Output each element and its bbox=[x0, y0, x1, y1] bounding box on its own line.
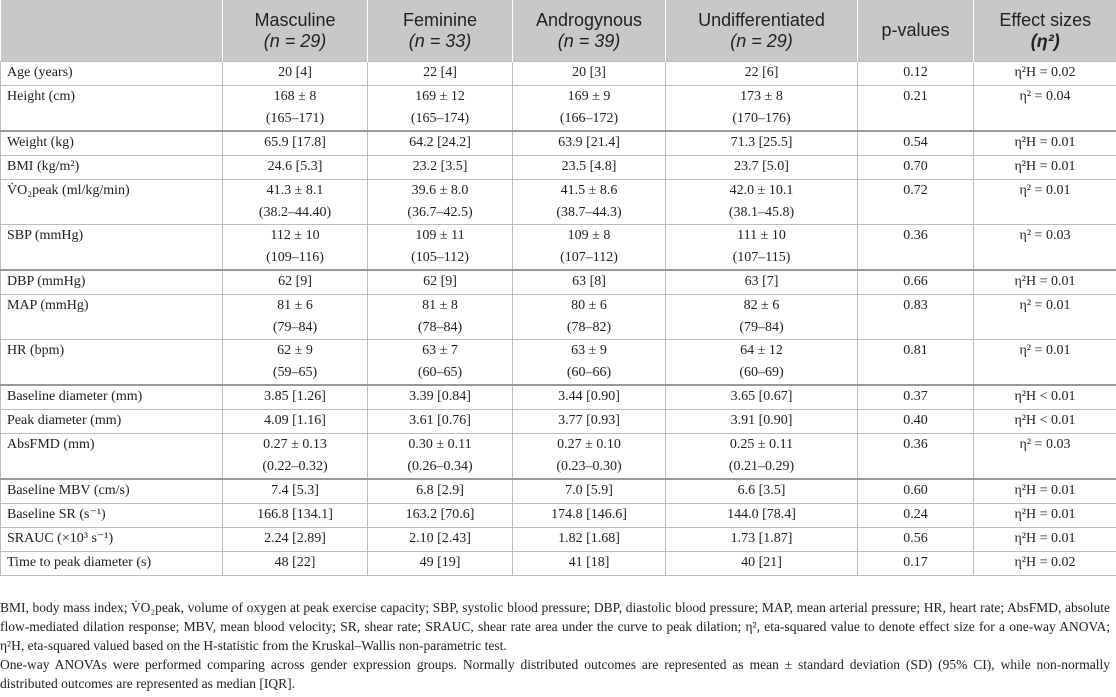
cell-value: 49 [19] bbox=[419, 555, 461, 570]
cell-value: 111 ± 10 bbox=[737, 228, 786, 243]
table-row bbox=[1, 86, 1116, 132]
cell-value: 0.54 bbox=[903, 135, 928, 150]
row-label bbox=[1, 225, 223, 271]
cell-ci: (166–172) bbox=[559, 111, 619, 126]
cell-ci: (60–66) bbox=[566, 365, 612, 380]
table-cell bbox=[666, 479, 858, 504]
cell-value: 0.24 bbox=[903, 507, 928, 522]
table-cell bbox=[368, 295, 513, 340]
row-label-text: Time to peak diameter (s) bbox=[7, 555, 152, 570]
header-masculine bbox=[223, 0, 368, 62]
cell-value: η²H = 0.02 bbox=[1014, 65, 1076, 80]
cell-value: 0.27 ± 0.13 bbox=[263, 437, 327, 452]
table-cell bbox=[368, 385, 513, 410]
cell-value: 0.70 bbox=[903, 159, 928, 174]
table-cell bbox=[368, 270, 513, 295]
cell-value: 3.85 [1.26] bbox=[264, 389, 326, 404]
cell-value: 0.56 bbox=[903, 531, 928, 546]
table-cell bbox=[368, 410, 513, 434]
cell-value: 41.3 ± 8.1 bbox=[266, 183, 324, 198]
header-undifferentiated-n: (n = 29) bbox=[730, 30, 793, 51]
table-cell bbox=[858, 270, 974, 295]
table-cell bbox=[368, 340, 513, 386]
table-footnotes bbox=[0, 598, 1110, 693]
cell-value: 0.12 bbox=[903, 65, 928, 80]
header-variable bbox=[1, 0, 223, 62]
cell-value: η² = 0.01 bbox=[1019, 183, 1071, 198]
cell-value: 109 ± 8 bbox=[567, 228, 611, 243]
table-row bbox=[1, 479, 1116, 504]
table-cell bbox=[666, 131, 858, 156]
table-cell bbox=[858, 295, 974, 340]
cell-ci: (165–171) bbox=[265, 111, 325, 126]
table-cell bbox=[223, 479, 368, 504]
cell-value: 63 [8] bbox=[572, 274, 606, 289]
row-label bbox=[1, 340, 223, 386]
table-cell bbox=[223, 385, 368, 410]
table-cell bbox=[858, 225, 974, 271]
table-cell bbox=[858, 434, 974, 480]
table-cell bbox=[368, 225, 513, 271]
table-cell bbox=[223, 434, 368, 480]
cell-value: η² = 0.04 bbox=[1019, 89, 1071, 104]
cell-ci: (0.23–0.30) bbox=[556, 459, 622, 474]
header-effect-sizes-label: Effect sizes bbox=[999, 9, 1092, 30]
row-label bbox=[1, 385, 223, 410]
cell-value: 64 ± 12 bbox=[740, 343, 783, 358]
table-cell bbox=[666, 504, 858, 528]
row-label bbox=[1, 295, 223, 340]
header-androgynous-n: (n = 39) bbox=[557, 30, 621, 51]
table-cell bbox=[513, 552, 666, 576]
table-row bbox=[1, 552, 1116, 576]
table-cell bbox=[223, 528, 368, 552]
cell-value: η² = 0.01 bbox=[1019, 343, 1071, 358]
table-cell bbox=[513, 156, 666, 180]
footnote-abbreviations: BMI, body mass index; V̇O₂peak, volume of oxygen at peak exercise capacity; SBP, systolic blood pressure; DBP, diastolic blood pressure; MAP, mean arterial pressure; HR, heart rate; AbsFMD, absolute flow-mediated dilation response; MBV, mean blood velocity; SR, shear rate; SRAUC, shear rate area under the curve to peak dilation; η², eta-squared value to denote effect size for a one-way ANOVA; η²H, eta-squared valued based on the H-statistic from the Kruskal–Wallis non-parametric test. bbox=[0, 600, 1110, 653]
cell-value: 80 ± 6 bbox=[571, 298, 607, 313]
cell-value: 3.65 [0.67] bbox=[730, 389, 793, 404]
row-label bbox=[1, 270, 223, 295]
row-label-text: Height (cm) bbox=[7, 89, 76, 104]
table-cell bbox=[858, 410, 974, 434]
row-label-text: HR (bpm) bbox=[7, 343, 65, 358]
table-cell bbox=[513, 225, 666, 271]
cell-ci: (170–176) bbox=[732, 111, 791, 126]
table-cell bbox=[666, 552, 858, 576]
table-cell bbox=[513, 410, 666, 434]
cell-ci: (107–112) bbox=[560, 250, 618, 265]
table-cell bbox=[858, 552, 974, 576]
cell-value: η²H = 0.01 bbox=[1014, 135, 1076, 150]
table-row bbox=[1, 270, 1116, 295]
table-row bbox=[1, 131, 1116, 156]
cell-value: 1.82 [1.68] bbox=[558, 531, 620, 546]
table-cell bbox=[513, 479, 666, 504]
table-cell bbox=[368, 479, 513, 504]
cell-value: 0.37 bbox=[903, 389, 928, 404]
table-cell bbox=[858, 385, 974, 410]
table-cell bbox=[974, 385, 1116, 410]
cell-value: 0.81 bbox=[903, 343, 928, 358]
cell-value: 41 [18] bbox=[568, 555, 610, 570]
table-cell bbox=[666, 385, 858, 410]
table-cell bbox=[513, 340, 666, 386]
table-row bbox=[1, 180, 1116, 225]
row-label-text: AbsFMD (mm) bbox=[7, 437, 95, 452]
table-cell bbox=[666, 410, 858, 434]
cell-value: 0.30 ± 0.11 bbox=[408, 437, 472, 452]
header-effect-sizes-symbol: (η²) bbox=[1030, 30, 1060, 51]
table-cell bbox=[223, 410, 368, 434]
cell-ci: (109–116) bbox=[266, 250, 324, 265]
cell-value: 7.4 [5.3] bbox=[271, 483, 319, 498]
row-label bbox=[1, 62, 223, 86]
row-label-text: Peak diameter (mm) bbox=[7, 413, 122, 428]
cell-value: 23.2 [3.5] bbox=[412, 159, 468, 174]
table-cell bbox=[368, 156, 513, 180]
table-cell bbox=[974, 434, 1116, 480]
cell-ci: (78–84) bbox=[417, 320, 463, 335]
cell-value: 24.6 [5.3] bbox=[267, 159, 323, 174]
cell-value: 3.91 [0.90] bbox=[730, 413, 793, 428]
cell-value: 0.60 bbox=[903, 483, 928, 498]
table-cell bbox=[513, 528, 666, 552]
cell-ci: (0.22–0.32) bbox=[262, 459, 328, 474]
row-label bbox=[1, 86, 223, 132]
table-row bbox=[1, 385, 1116, 410]
row-label bbox=[1, 552, 223, 576]
cell-value: 23.7 [5.0] bbox=[734, 159, 789, 174]
table-header bbox=[1, 0, 1116, 62]
row-label bbox=[1, 410, 223, 434]
table-cell bbox=[368, 504, 513, 528]
cell-value: 0.36 bbox=[903, 437, 928, 452]
row-label-text: MAP (mmHg) bbox=[7, 298, 89, 313]
cell-value: 2.24 [2.89] bbox=[264, 531, 326, 546]
cell-value: η²H = 0.02 bbox=[1014, 555, 1076, 570]
table-cell bbox=[974, 504, 1116, 528]
header-feminine-label: Feminine bbox=[402, 9, 478, 30]
cell-value: 71.3 [25.5] bbox=[730, 135, 793, 150]
table-cell bbox=[858, 156, 974, 180]
cell-ci: (78–82) bbox=[566, 320, 612, 335]
header-masculine-label: Masculine bbox=[254, 9, 336, 30]
cell-value: 23.5 [4.8] bbox=[561, 159, 617, 174]
table-cell bbox=[223, 156, 368, 180]
table-cell bbox=[223, 131, 368, 156]
table-cell bbox=[513, 295, 666, 340]
table-row bbox=[1, 156, 1116, 180]
cell-value: η²H < 0.01 bbox=[1014, 389, 1076, 404]
cell-value: 2.10 [2.43] bbox=[409, 531, 471, 546]
table-cell bbox=[368, 180, 513, 225]
table-cell bbox=[513, 62, 666, 86]
table-cell bbox=[368, 528, 513, 552]
header-feminine-n: (n = 33) bbox=[408, 30, 472, 51]
cell-value: 0.40 bbox=[903, 413, 928, 428]
table-cell bbox=[974, 225, 1116, 271]
row-label bbox=[1, 479, 223, 504]
cell-value: 64.2 [24.2] bbox=[409, 135, 471, 150]
table-cell bbox=[368, 62, 513, 86]
cell-ci: (36.7–42.5) bbox=[407, 205, 473, 220]
cell-value: 1.73 [1.87] bbox=[730, 531, 793, 546]
cell-value: 0.72 bbox=[903, 183, 928, 198]
cell-value: 63 ± 7 bbox=[422, 343, 458, 358]
table-cell bbox=[223, 86, 368, 132]
row-label bbox=[1, 504, 223, 528]
row-label-text: Age (years) bbox=[7, 65, 73, 80]
table-cell bbox=[858, 180, 974, 225]
cell-value: 7.0 [5.9] bbox=[565, 483, 613, 498]
table-cell bbox=[368, 86, 513, 132]
cell-value: 173 ± 8 bbox=[740, 89, 783, 104]
cell-value: η²H = 0.01 bbox=[1014, 507, 1076, 522]
cell-ci: (79–84) bbox=[272, 320, 318, 335]
header-androgynous-label: Androgynous bbox=[535, 9, 643, 30]
cell-value: η²H = 0.01 bbox=[1014, 531, 1076, 546]
cell-ci: (165–174) bbox=[410, 111, 470, 126]
cell-value: 81 ± 6 bbox=[277, 298, 313, 313]
cell-value: 81 ± 8 bbox=[422, 298, 458, 313]
cell-value: 163.2 [70.6] bbox=[405, 507, 475, 522]
table-cell bbox=[974, 340, 1116, 386]
cell-value: 112 ± 10 bbox=[270, 228, 320, 243]
cell-ci: (0.21–0.29) bbox=[728, 459, 795, 474]
table-cell bbox=[666, 156, 858, 180]
cell-ci: (38.1–45.8) bbox=[728, 205, 795, 220]
cell-value: 3.44 [0.90] bbox=[558, 389, 620, 404]
cell-value: η² = 0.03 bbox=[1019, 437, 1071, 452]
table-cell bbox=[368, 434, 513, 480]
table-cell bbox=[858, 62, 974, 86]
row-label bbox=[1, 528, 223, 552]
table-cell bbox=[223, 340, 368, 386]
table-cell bbox=[974, 180, 1116, 225]
table-row bbox=[1, 340, 1116, 386]
cell-value: 6.6 [3.5] bbox=[737, 483, 786, 498]
cell-value: 22 [6] bbox=[744, 65, 779, 80]
cell-value: 20 [4] bbox=[278, 65, 312, 80]
header-feminine bbox=[368, 0, 513, 62]
cell-ci: (107–115) bbox=[732, 250, 791, 265]
cell-value: 3.61 [0.76] bbox=[409, 413, 471, 428]
cell-value: η²H < 0.01 bbox=[1014, 413, 1076, 428]
table-cell bbox=[666, 434, 858, 480]
table-cell bbox=[858, 340, 974, 386]
row-label-text: Baseline SR (s⁻¹) bbox=[7, 507, 106, 522]
table-cell bbox=[223, 225, 368, 271]
table-cell bbox=[513, 434, 666, 480]
cell-value: 109 ± 11 bbox=[415, 228, 465, 243]
table-row bbox=[1, 62, 1116, 86]
cell-ci: (0.26–0.34) bbox=[407, 459, 473, 474]
cell-value: 174.8 [146.6] bbox=[551, 507, 627, 522]
table-cell bbox=[223, 504, 368, 528]
cell-value: 168 ± 8 bbox=[273, 89, 317, 104]
table-cell bbox=[974, 270, 1116, 295]
cell-ci: (60–65) bbox=[417, 365, 463, 380]
table-cell bbox=[368, 552, 513, 576]
header-androgynous bbox=[513, 0, 666, 62]
cell-ci: (38.7–44.3) bbox=[556, 205, 622, 220]
table-cell bbox=[974, 131, 1116, 156]
row-label-text: Weight (kg) bbox=[7, 135, 74, 150]
row-label bbox=[1, 180, 223, 225]
row-label-text: SRAUC (×10³ s⁻¹) bbox=[7, 531, 114, 546]
table-row bbox=[1, 528, 1116, 552]
row-label bbox=[1, 434, 223, 480]
table-cell bbox=[368, 131, 513, 156]
table-cell bbox=[666, 528, 858, 552]
table-cell bbox=[666, 340, 858, 386]
cell-value: 169 ± 9 bbox=[567, 89, 611, 104]
row-label bbox=[1, 156, 223, 180]
row-label-text: Baseline diameter (mm) bbox=[7, 389, 143, 404]
cell-value: 22 [4] bbox=[423, 65, 457, 80]
cell-ci: (79–84) bbox=[739, 320, 784, 335]
cell-value: 62 [9] bbox=[278, 274, 312, 289]
cell-value: η² = 0.03 bbox=[1019, 228, 1071, 243]
table-cell bbox=[223, 552, 368, 576]
cell-value: 0.66 bbox=[903, 274, 928, 289]
table-cell bbox=[974, 528, 1116, 552]
table-cell bbox=[513, 180, 666, 225]
table-cell bbox=[974, 86, 1116, 132]
cell-value: 3.39 [0.84] bbox=[409, 389, 471, 404]
cell-value: 62 ± 9 bbox=[277, 343, 313, 358]
table-cell bbox=[666, 225, 858, 271]
cell-value: η²H = 0.01 bbox=[1014, 483, 1076, 498]
cell-value: 82 ± 6 bbox=[743, 298, 780, 313]
table-cell bbox=[666, 86, 858, 132]
cell-value: 0.21 bbox=[903, 89, 928, 104]
table-cell bbox=[858, 479, 974, 504]
table-cell bbox=[666, 62, 858, 86]
cell-value: 3.77 [0.93] bbox=[558, 413, 620, 428]
table-cell bbox=[858, 504, 974, 528]
row-label-text: BMI (kg/m²) bbox=[7, 159, 80, 174]
cell-value: 4.09 [1.16] bbox=[264, 413, 326, 428]
row-label bbox=[1, 131, 223, 156]
header-masculine-n: (n = 29) bbox=[263, 30, 327, 51]
cell-ci: (38.2–44.40) bbox=[258, 205, 332, 220]
cell-value: 39.6 ± 8.0 bbox=[411, 183, 469, 198]
cell-value: 6.8 [2.9] bbox=[416, 483, 464, 498]
row-label-text: DBP (mmHg) bbox=[7, 274, 86, 289]
table-cell bbox=[223, 270, 368, 295]
cell-value: η²H = 0.01 bbox=[1014, 274, 1076, 289]
table-row bbox=[1, 410, 1116, 434]
table-cell bbox=[666, 180, 858, 225]
cell-value: 65.9 [17.8] bbox=[264, 135, 326, 150]
cell-value: 0.83 bbox=[903, 298, 928, 313]
cell-value: 169 ± 12 bbox=[415, 89, 465, 104]
table-cell bbox=[858, 86, 974, 132]
header-p-values bbox=[858, 0, 974, 62]
cell-value: 20 [3] bbox=[572, 65, 606, 80]
table-cell bbox=[513, 270, 666, 295]
cell-value: 144.0 [78.4] bbox=[727, 507, 796, 522]
cell-value: 0.27 ± 0.10 bbox=[557, 437, 621, 452]
cell-ci: (60–69) bbox=[739, 365, 784, 380]
table-body bbox=[1, 62, 1116, 576]
row-label-text: SBP (mmHg) bbox=[7, 228, 84, 243]
table-cell bbox=[974, 295, 1116, 340]
header-undifferentiated-label: Undifferentiated bbox=[698, 9, 825, 30]
cell-value: 63.9 [21.4] bbox=[558, 135, 620, 150]
table-row bbox=[1, 434, 1116, 480]
table-cell bbox=[974, 410, 1116, 434]
header-effect-sizes bbox=[974, 0, 1116, 62]
table-row bbox=[1, 225, 1116, 271]
table-cell bbox=[513, 504, 666, 528]
row-label-text: Baseline MBV (cm/s) bbox=[7, 483, 130, 498]
table-row bbox=[1, 295, 1116, 340]
table-cell bbox=[666, 295, 858, 340]
table-cell bbox=[974, 62, 1116, 86]
table-cell bbox=[513, 86, 666, 132]
cell-value: 48 [22] bbox=[274, 555, 316, 570]
row-label-text: V̇O₂peak (ml/kg/min) bbox=[7, 183, 130, 198]
table-cell bbox=[223, 295, 368, 340]
table-cell bbox=[666, 270, 858, 295]
footnote-methods: One-way ANOVAs were performed comparing across gender expression groups. Normally distributed outcomes are represented as mean ± standard deviation (SD) (95% CI), while non-normally distributed outcomes are represented as median [IQR]. bbox=[0, 657, 1110, 691]
header-undifferentiated bbox=[666, 0, 858, 62]
cell-ci: (59–65) bbox=[272, 365, 318, 380]
table-cell bbox=[858, 131, 974, 156]
cell-value: η² = 0.01 bbox=[1019, 298, 1071, 313]
cell-value: 63 [7] bbox=[744, 274, 779, 289]
cell-value: 40 [21] bbox=[741, 555, 782, 570]
cell-value: 41.5 ± 8.6 bbox=[560, 183, 618, 198]
cell-ci: (105–112) bbox=[411, 250, 469, 265]
table-cell bbox=[974, 479, 1116, 504]
cell-value: 63 ± 9 bbox=[571, 343, 607, 358]
cell-value: 166.8 [134.1] bbox=[257, 507, 333, 522]
table-row bbox=[1, 504, 1116, 528]
cell-value: 0.25 ± 0.11 bbox=[729, 437, 794, 452]
table-cell bbox=[223, 180, 368, 225]
cell-value: 62 [9] bbox=[423, 274, 457, 289]
table-cell bbox=[858, 528, 974, 552]
table-cell bbox=[974, 552, 1116, 576]
table-cell bbox=[513, 385, 666, 410]
table-cell bbox=[223, 62, 368, 86]
cell-value: 0.36 bbox=[903, 228, 928, 243]
cell-value: 42.0 ± 10.1 bbox=[729, 183, 794, 198]
cell-value: η²H = 0.01 bbox=[1014, 159, 1076, 174]
table-cell bbox=[974, 156, 1116, 180]
cell-value: 0.17 bbox=[903, 555, 928, 570]
table-cell bbox=[513, 131, 666, 156]
header-p-values-label: p-values bbox=[881, 20, 950, 40]
